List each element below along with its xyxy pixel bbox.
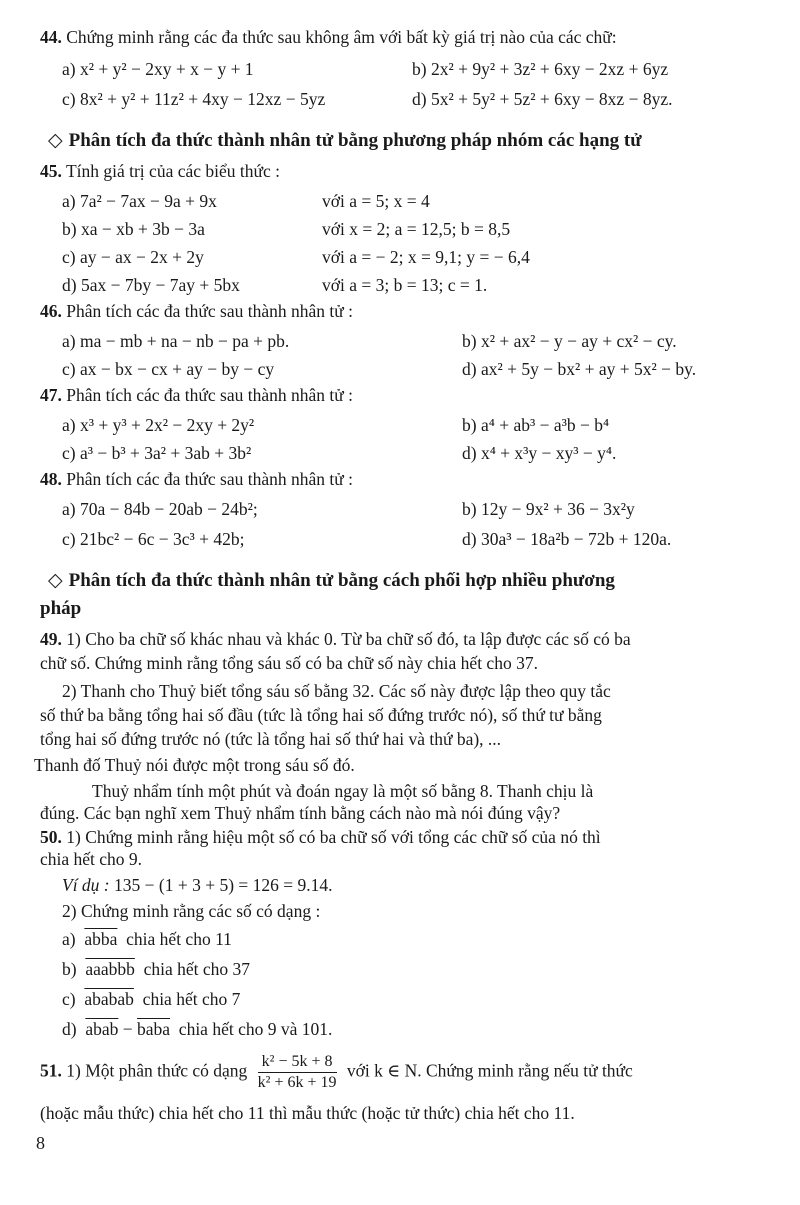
fraction-denominator: k² + 6k + 19 (257, 1074, 337, 1091)
problem-50-item-a: a) abba chia hết cho 11 (62, 929, 232, 949)
section-heading-combined-cont: pháp (40, 598, 82, 619)
problem-50-item-c: c) ababab chia hết cho 7 (62, 989, 241, 1009)
problem-46-c: c) ax − bx − cx + ay − by − cy (62, 359, 275, 379)
problem-45-a-cond: với a = 5; x = 4 (322, 191, 430, 211)
problem-49-line4: số thứ ba bằng tổng hai số đầu (tức là tổng hai số đứng trước nó), số thứ tư bằng (40, 705, 602, 725)
problem-45-b-cond: với x = 2; a = 12,5; b = 8,5 (322, 219, 511, 239)
problem-49-line2: chữ số. Chứng minh rằng tổng sáu số có ba chữ số này chia hết cho 37. (40, 653, 538, 673)
problem-49-line8: đúng. Các bạn nghĩ xem Thuỷ nhẩm tính bằng cách nào mà nói đúng vậy? (40, 803, 561, 823)
problem-47-c: c) a³ − b³ + 3a² + 3ab + 3b² (62, 443, 252, 463)
problem-45-d-cond: với a = 3; b = 13; c = 1. (322, 275, 488, 295)
problem-49-line3: 2) Thanh cho Thuỷ biết tổng sáu số bằng 32. Các số này được lập theo quy tắc (62, 681, 611, 701)
problem-49-line7: Thuỷ nhẩm tính một phút và đoán ngay là một số bằng 8. Thanh chịu là (92, 781, 594, 801)
problem-45-title: 45. Tính giá trị của các biểu thức : (40, 161, 280, 181)
problem-49-line5: tổng hai số đứng trước nó (tức là tổng hai số thứ hai và thứ ba), ... (40, 729, 502, 749)
problem-50-example: Ví dụ : 135 − (1 + 3 + 5) = 126 = 9.14. (62, 875, 333, 895)
problem-48-title: 48. Phân tích các đa thức sau thành nhân tử : (40, 469, 353, 489)
problem-45-b-expr: b) xa − xb + 3b − 3a (62, 219, 205, 239)
problem-48-a: a) 70a − 84b − 20ab − 24b²; (62, 499, 258, 519)
problem-45-c-expr: c) ay − ax − 2x + 2y (62, 247, 204, 267)
fraction-numerator: k² − 5k + 8 (258, 1052, 337, 1073)
problem-48-b: b) 12y − 9x² + 36 − 3x²y (462, 499, 635, 519)
section-heading-combined: ◇ Phân tích đa thức thành nhân tử bằng cách phối hợp nhiều phương (48, 570, 615, 591)
problem-47-a: a) x³ + y³ + 2x² − 2xy + 2y² (62, 415, 255, 435)
problem-45-c-cond: với a = − 2; x = 9,1; y = − 6,4 (322, 247, 530, 267)
diamond-icon: ◇ (48, 570, 63, 591)
problem-47-d: d) x⁴ + x³y − xy³ − y⁴. (462, 443, 617, 463)
problem-44-d: d) 5x² + 5y² + 5z² + 6xy − 8xz − 8yz. (412, 89, 673, 109)
section-heading-grouping: ◇ Phân tích đa thức thành nhân tử bằng phương pháp nhóm các hạng tử (48, 130, 642, 151)
problem-44-c: c) 8x² + y² + 11z² + 4xy − 12xz − 5yz (62, 89, 326, 109)
problem-46-b: b) x² + ax² − y − ay + cx² − cy. (462, 331, 677, 351)
problem-50-line1: 50. 1) Chứng minh rằng hiệu một số có ba chữ số với tổng các chữ số của nó thì (40, 827, 601, 847)
problem-49-line1: 49. 1) Cho ba chữ số khác nhau và khác 0. Từ ba chữ số đó, ta lập được các số có ba (40, 629, 631, 649)
problem-50-item-b: b) aaabbb chia hết cho 37 (62, 959, 251, 979)
problem-51-line1: 51. 1) Một phân thức có dạng $\frac{\text{k² − 5k + 8}}{\text{k² + 6k + 19}}$ với k ∈ N. Chứng minh rằng nếu tử thức (40, 1053, 633, 1091)
problem-44-title: 44. Chứng minh rằng các đa thức sau không âm với bất kỳ giá trị nào của các chữ: (40, 27, 617, 47)
problem-47-title: 47. Phân tích các đa thức sau thành nhân tử : (40, 385, 353, 405)
problem-50-line2: chia hết cho 9. (40, 849, 143, 869)
problem-50-item-d: d) abab − baba chia hết cho 9 và 101. (62, 1019, 333, 1039)
problem-48-c: c) 21bc² − 6c − 3c³ + 42b; (62, 529, 245, 549)
fraction (258, 1052, 337, 1093)
problem-46-a: a) ma − mb + na − nb − pa + pb. (62, 331, 290, 351)
problem-50-line3: 2) Chứng minh rằng các số có dạng : (62, 901, 321, 921)
problem-49-line6: Thanh đố Thuỷ nói được một trong sáu số đó. (34, 755, 355, 775)
problem-45-d-expr: d) 5ax − 7by − 7ay + 5bx (62, 275, 240, 295)
problem-46-title: 46. Phân tích các đa thức sau thành nhân tử : (40, 301, 353, 321)
problem-45-a-expr: a) 7a² − 7ax − 9a + 9x (62, 191, 217, 211)
page-number: 8 (36, 1133, 45, 1153)
problem-51-line2: (hoặc mẫu thức) chia hết cho 11 thì mẫu thức (hoặc tử thức) chia hết cho 11. (40, 1103, 575, 1123)
problem-48-d: d) 30a³ − 18a²b − 72b + 120a. (462, 529, 672, 549)
problem-44-b: b) 2x² + 9y² + 3z² + 6xy − 2xz + 6yz (412, 59, 669, 79)
problem-46-d: d) ax² + 5y − bx² + ay + 5x² − by. (462, 359, 697, 379)
problem-47-b: b) a⁴ + ab³ − a³b − b⁴ (462, 415, 610, 435)
diamond-icon: ◇ (48, 130, 63, 151)
problem-44-a: a) x² + y² − 2xy + x − y + 1 (62, 59, 254, 79)
